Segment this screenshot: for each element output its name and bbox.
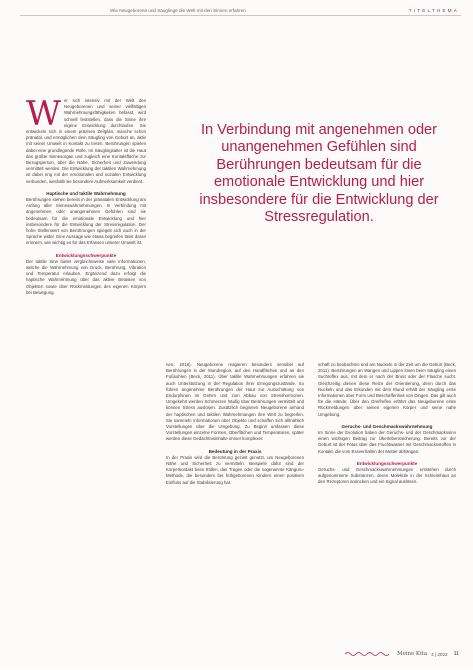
- column-2: [166, 362, 304, 662]
- running-title: Wie Neugeborene und Säuglinge die Welt mit den Sinnen erfahren: [110, 7, 246, 13]
- header-divider: [20, 15, 461, 16]
- paragraph: In der Praxis wird die Berührung gezielt genutzt, um Neugeborenen Nähe und Sicherheit zu vermitteln. Beispiele dafür sind der Körperkontakt beim Stillen, das Tragen oder die sogenannte Känguru-Methode, die besonders bei frühgeborenen Kindern einen positiven Einfluss auf die Stabilisierung hat.: [166, 454, 304, 485]
- paragraph: Im Sinne der Evolution haben der Geruchs- und der Geschmackssinn einen wichtigen Beitrag zur Überlebenssicherung. Bereits vor der Geburt ist der Fötus über das Fruchtwasser mit Geschmacksstoffen in Kontakt, die vom Essverhalten der Mutter abhängen.: [318, 430, 456, 454]
- paragraph: Geruchs- und Geschmackswahrnehmungen entstehen durch aufgenommene Substanzen, deren Moleküle in der Schleimhaut an den Rezeptoren andocken und ein Signal auslösen.: [318, 467, 456, 485]
- paragraph: Der taktile Sinn bietet vergleichsweise viele Informationen, welche die Wahrnehmung von Druck, Berührung, Vibration und Temperatur erlauben. Ergänzend dazu erfolgt die haptische Wahrnehmung über das aktive Betasten von Objekten sowie über Rückmeldungen des eigenen Körpers bei Bewegung.: [26, 258, 146, 295]
- lead-text: er sich intensiv mit der Welt des Neugeborenen und seiner vielfältigen Wahrnehmungsfähigkeiten befasst, wird schnell feststellen, dass die Sinne ihre eigene Entwicklung durchlaufen. Sie entwickeln sich in einem präzisen Zeitplan, manche schon pränatal, und ermöglichen dem Säugling von Geburt an, aktiv mit seiner Umwelt in Kontakt zu treten. Berührungen spielen dabei eine grundlegende Rolle. Im Säuglingsalter ist die Haut das größte Sinnesorgan und zugleich eine Kontaktfläche zur Bezugsperson, über die Nähe, Sicherheit und Zuwendung vermittelt werden. Die Entwicklung der taktilen Wahrnehmung ist dabei eng mit der emotionalen und sozialen Entwicklung verbunden, weshalb sie besondere Aufmerksamkeit verdient.: [26, 98, 146, 184]
- heading-smell-taste: Geruchs- und Geschmackswahrnehmung: [341, 423, 433, 429]
- lead-paragraph: [26, 98, 146, 185]
- heading-focus: Entwicklungsschwerpunkte: [356, 460, 418, 466]
- section-label: TITELTHEMA: [408, 7, 459, 13]
- heading-haptic: Haptische und taktile Wahrnehmung: [46, 190, 126, 196]
- wave-ornament-icon: [345, 650, 389, 658]
- journal-name: Meine Kita: [397, 651, 428, 657]
- issue-number: 4 | 2022: [431, 651, 448, 657]
- paragraph: Berührungen stehen bereits in der pränatalen Entwicklung am Anfang aller Sinneswahrnehmungen. In Verbindung mit angenehmen oder unangenehmen Gefühlen sind sie bedeutsam für die emotionale Entwicklung und hier insbesondere für die Entwicklung der Stressregulation. Der hohe Stellenwert von Berührungen spiegelt sich auch in der Sprache wider. Eine Aussage wie etwas begreifen lässt daran erinnern, wie wichtig es für das Erfassen unserer Umwelt ist.: [26, 197, 146, 246]
- paragraph: schaft zu beobachten und am Nuckeln in der Zeit um die Geburt (Beck, 2011). Berührungen an Wangen und Lippen lösen beim Säugling einen Suchreflex aus, mit dem er nach der Brust oder der Flasche sucht. Gleichzeitig dienen diese Reize der Orientierung, denn durch das Nuckeln und das Erkunden mit dem Mund erhält der Säugling erste Informationen über Form und Beschaffenheit von Dingen. Das gilt auch für die Hände: Über den Greifreflex erfährt das Neugeborene erste Rückmeldungen über seinen eigenen Körper und seine nahe Umgebung.: [318, 362, 456, 417]
- column-1: [26, 98, 146, 670]
- heading-practice: Bedeutung in der Praxis: [208, 448, 262, 454]
- heading-focus: Entwicklungsschwerpunkte: [55, 252, 117, 258]
- paragraph: nen, 2016). Neugeborene reagieren besonders sensibel auf Berührungen in der Mundregion, auf den Handflächen und an den Fußsohlen (Beck, 2011). Über taktile Wahrnehmungen erfahren sie auch Unterstützung in der Regulation ihrer Erregungszustände. So führen angenehme Berührungen der Haut zur Ausschüttung von Endorphinen im Gehirn und zum Abbau von Stresshormonen. Umgekehrt werden Schmerzen häufig über Berührungen vermittelt und können Stress auslösen. Zusätzlich beginnen Neugeborene anhand der haptischen und taktilen Wahrnehmungen ihre Welt zu begreifen. Sie sammeln Informationen über Objekte und schaffen sich allmählich Vorstellungen über die Umgebung. Zu Beginn umfassen diese Vorstellungen einzelne Formen, Oberflächen und Temperaturen, später werden diese Gedächtnisinhalte immer komplexer.: [166, 362, 304, 442]
- pull-quote: In Verbindung mit angenehmen oder unangenehmen Gefühlen sind Berührungen bedeutsam für die emotionale Entwicklung und hier insbesondere für die Entwicklung der Stressregulation.: [199, 122, 439, 226]
- dropcap: W: [26, 98, 61, 134]
- page-number: 11: [453, 651, 459, 657]
- column-3: [318, 362, 456, 662]
- page-footer: [20, 647, 459, 661]
